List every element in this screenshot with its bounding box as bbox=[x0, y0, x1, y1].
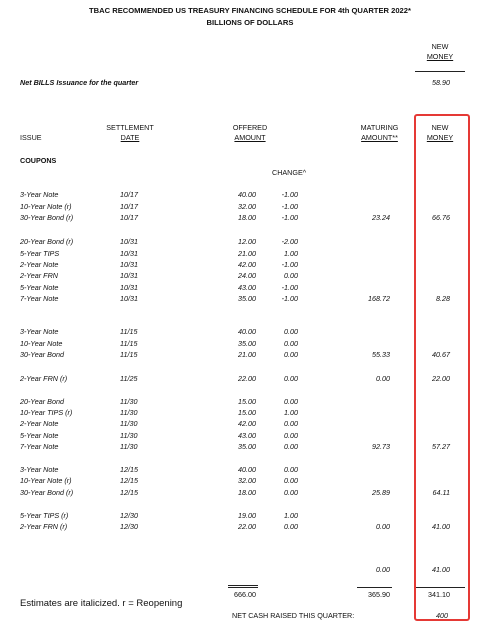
settlement-date-cell: 11/15 bbox=[120, 350, 138, 359]
total-new-money: 341.10 bbox=[428, 590, 450, 599]
issue-cell: 7-Year Note bbox=[20, 294, 59, 303]
offered-amount-cell: 35.00 bbox=[238, 442, 256, 451]
issue-cell: 30-Year Bond (r) bbox=[20, 488, 74, 497]
issue-cell: 20-Year Bond (r) bbox=[20, 237, 74, 246]
change-cell: 0.00 bbox=[284, 327, 298, 336]
offered-amount-cell: 32.00 bbox=[238, 476, 256, 485]
new-money-cell: 64.11 bbox=[432, 488, 450, 497]
bills-value: 58.90 bbox=[432, 78, 450, 87]
offered-amount-cell: 24.00 bbox=[238, 271, 256, 280]
issue-cell: 10-Year Note bbox=[20, 339, 63, 348]
settlement-date-cell: 12/15 bbox=[120, 465, 138, 474]
change-cell: -1.00 bbox=[281, 260, 298, 269]
change-cell: -1.00 bbox=[281, 190, 298, 199]
col-settlement: SETTLEMENT bbox=[106, 123, 154, 132]
top-money-label: MONEY bbox=[426, 52, 454, 61]
maturing-amount-cell: 92.73 bbox=[372, 442, 390, 451]
change-cell: 0.00 bbox=[284, 374, 298, 383]
change-cell: 1.00 bbox=[284, 408, 298, 417]
new-money-cell: 22.00 bbox=[432, 374, 450, 383]
change-cell: 0.00 bbox=[284, 442, 298, 451]
settlement-date-cell: 10/17 bbox=[120, 213, 138, 222]
col-maturing-amount: AMOUNT** bbox=[361, 133, 398, 142]
offered-amount-cell: 18.00 bbox=[238, 488, 256, 497]
change-cell: 0.00 bbox=[284, 397, 298, 406]
offered-amount-cell: 12.00 bbox=[238, 237, 256, 246]
offered-amount-cell: 32.00 bbox=[238, 202, 256, 211]
issue-cell: 10-Year Note (r) bbox=[20, 202, 72, 211]
offered-amount-cell: 40.00 bbox=[238, 190, 256, 199]
offered-amount-cell: 19.00 bbox=[238, 511, 256, 520]
new-money-cell: 57.27 bbox=[432, 442, 450, 451]
change-cell: 0.00 bbox=[284, 431, 298, 440]
settlement-date-cell: 11/15 bbox=[120, 339, 138, 348]
settlement-date-cell: 11/30 bbox=[120, 397, 138, 406]
offered-amount-cell: 43.00 bbox=[238, 431, 256, 440]
offered-amount-cell: 21.00 bbox=[238, 249, 256, 258]
col-new-money: MONEY bbox=[426, 133, 454, 142]
change-cell: 0.00 bbox=[284, 350, 298, 359]
total-maturing: 365.90 bbox=[368, 590, 390, 599]
issue-cell: 20-Year Bond bbox=[20, 397, 64, 406]
top-new-label: NEW bbox=[431, 42, 449, 51]
issue-cell: 2-Year FRN (r) bbox=[20, 374, 68, 383]
total-offered: 666.00 bbox=[234, 590, 256, 599]
maturing-amount-cell: 0.00 bbox=[376, 522, 390, 531]
change-cell: 0.00 bbox=[284, 465, 298, 474]
extra-maturing: 0.00 bbox=[376, 565, 390, 574]
page-title: TBAC RECOMMENDED US TREASURY FINANCING SCHEDULE FOR 4th QUARTER 2022* bbox=[89, 6, 411, 15]
offered-amount-cell: 22.00 bbox=[238, 522, 256, 531]
issue-cell: 10-Year Note (r) bbox=[20, 476, 72, 485]
issue-cell: 7-Year Note bbox=[20, 442, 59, 451]
settlement-date-cell: 10/31 bbox=[120, 271, 138, 280]
change-label: CHANGE^ bbox=[272, 168, 307, 177]
col-date: DATE bbox=[120, 133, 140, 142]
issue-cell: 2-Year FRN (r) bbox=[20, 522, 68, 531]
settlement-date-cell: 10/17 bbox=[120, 202, 138, 211]
coupons-label: COUPONS bbox=[20, 156, 57, 165]
settlement-date-cell: 11/30 bbox=[120, 419, 138, 428]
offered-amount-cell: 40.00 bbox=[238, 327, 256, 336]
settlement-date-cell: 12/15 bbox=[120, 488, 138, 497]
net-cash-label: NET CASH RAISED THIS QUARTER: bbox=[232, 611, 355, 620]
offered-amount-cell: 15.00 bbox=[238, 397, 256, 406]
new-money-cell: 40.67 bbox=[432, 350, 450, 359]
change-cell: -1.00 bbox=[281, 283, 298, 292]
settlement-date-cell: 12/30 bbox=[120, 522, 138, 531]
issue-cell: 5-Year Note bbox=[20, 431, 59, 440]
settlement-date-cell: 10/31 bbox=[120, 283, 138, 292]
change-cell: 0.00 bbox=[284, 488, 298, 497]
offered-amount-cell: 21.00 bbox=[238, 350, 256, 359]
settlement-date-cell: 11/15 bbox=[120, 327, 138, 336]
issue-cell: 5-Year TIPS (r) bbox=[20, 511, 69, 520]
change-cell: 0.00 bbox=[284, 419, 298, 428]
maturing-amount-cell: 25.89 bbox=[372, 488, 390, 497]
offered-amount-cell: 43.00 bbox=[238, 283, 256, 292]
maturing-amount-cell: 55.33 bbox=[372, 350, 390, 359]
page-subtitle: BILLIONS OF DOLLARS bbox=[206, 18, 294, 27]
issue-cell: 30-Year Bond bbox=[20, 350, 64, 359]
change-cell: 1.00 bbox=[284, 249, 298, 258]
col-offered: OFFERED bbox=[232, 123, 268, 132]
offered-amount-cell: 42.00 bbox=[238, 260, 256, 269]
maturing-amount-cell: 168.72 bbox=[368, 294, 390, 303]
col-maturing: MATURING bbox=[360, 123, 399, 132]
estimates-note: Estimates are italicized. r = Reopening bbox=[20, 598, 183, 609]
maturing-total-rule bbox=[357, 587, 392, 588]
offered-amount-cell: 22.00 bbox=[238, 374, 256, 383]
change-cell: -1.00 bbox=[281, 294, 298, 303]
issue-cell: 3-Year Note bbox=[20, 327, 59, 336]
offered-amount-cell: 18.00 bbox=[238, 213, 256, 222]
settlement-date-cell: 11/30 bbox=[120, 408, 138, 417]
issue-cell: 10-Year TIPS (r) bbox=[20, 408, 73, 417]
issue-cell: 2-Year Note bbox=[20, 260, 59, 269]
new-money-highlight-box bbox=[414, 114, 470, 621]
issue-cell: 2-Year Note bbox=[20, 419, 59, 428]
bills-label: Net BILLS Issuance for the quarter bbox=[20, 78, 139, 87]
settlement-date-cell: 12/15 bbox=[120, 476, 138, 485]
offered-amount-cell: 42.00 bbox=[238, 419, 256, 428]
settlement-date-cell: 10/31 bbox=[120, 294, 138, 303]
change-cell: 1.00 bbox=[284, 511, 298, 520]
offered-amount-cell: 35.00 bbox=[238, 294, 256, 303]
col-issue: ISSUE bbox=[20, 133, 42, 142]
maturing-amount-cell: 23.24 bbox=[372, 213, 390, 222]
issue-cell: 5-Year Note bbox=[20, 283, 59, 292]
change-cell: -1.00 bbox=[281, 213, 298, 222]
col-new: NEW bbox=[431, 123, 449, 132]
change-cell: 0.00 bbox=[284, 271, 298, 280]
settlement-date-cell: 10/31 bbox=[120, 260, 138, 269]
change-cell: -2.00 bbox=[281, 237, 298, 246]
settlement-date-cell: 10/31 bbox=[120, 237, 138, 246]
settlement-date-cell: 11/30 bbox=[120, 431, 138, 440]
settlement-date-cell: 11/30 bbox=[120, 442, 138, 451]
issue-cell: 3-Year Note bbox=[20, 190, 59, 199]
issue-cell: 5-Year TIPS bbox=[20, 249, 60, 258]
settlement-date-cell: 11/25 bbox=[120, 374, 138, 383]
change-cell: 0.00 bbox=[284, 339, 298, 348]
issue-cell: 2-Year FRN bbox=[20, 271, 58, 280]
offered-amount-cell: 40.00 bbox=[238, 465, 256, 474]
net-cash-value: 400 bbox=[436, 611, 448, 620]
maturing-amount-cell: 0.00 bbox=[376, 374, 390, 383]
col-offered-amount: AMOUNT bbox=[234, 133, 266, 142]
offered-amount-cell: 35.00 bbox=[238, 339, 256, 348]
settlement-date-cell: 10/31 bbox=[120, 249, 138, 258]
change-cell: -1.00 bbox=[281, 202, 298, 211]
new-money-cell: 41.00 bbox=[432, 522, 450, 531]
top-rule bbox=[415, 71, 465, 72]
change-cell: 0.00 bbox=[284, 522, 298, 531]
settlement-date-cell: 10/17 bbox=[120, 190, 138, 199]
offered-total-rule bbox=[228, 585, 258, 588]
issue-cell: 3-Year Note bbox=[20, 465, 59, 474]
offered-amount-cell: 15.00 bbox=[238, 408, 256, 417]
settlement-date-cell: 12/30 bbox=[120, 511, 138, 520]
issue-cell: 30-Year Bond (r) bbox=[20, 213, 74, 222]
extra-new-money: 41.00 bbox=[432, 565, 450, 574]
new-money-cell: 8.28 bbox=[436, 294, 450, 303]
change-cell: 0.00 bbox=[284, 476, 298, 485]
new-money-cell: 66.76 bbox=[432, 213, 450, 222]
